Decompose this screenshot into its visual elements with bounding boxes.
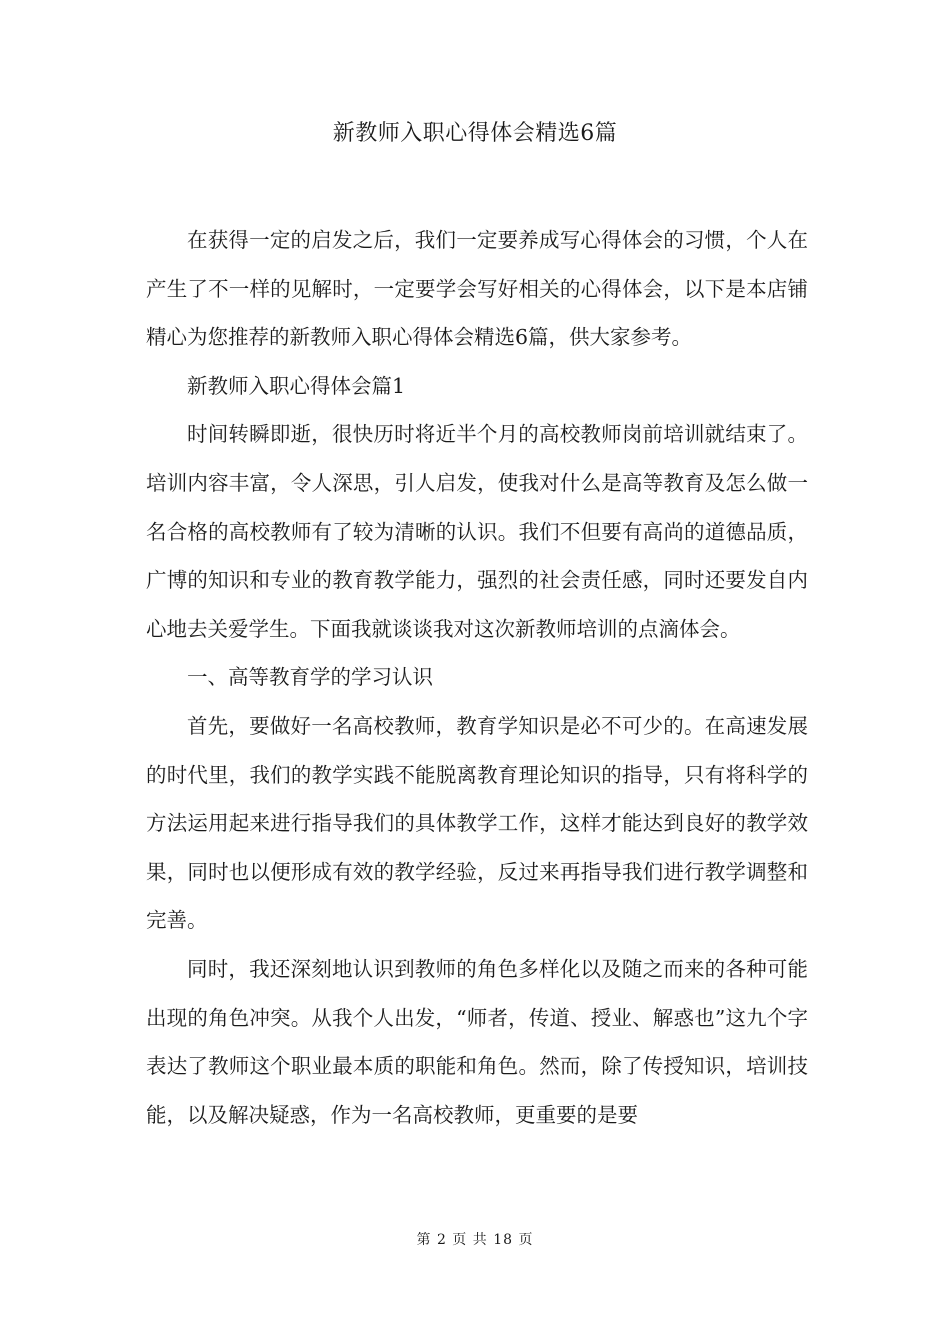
body-paragraph: 首先，要做好一名高校教师，教育学知识是必不可少的。在高速发展的时代里，我们的教学实践不能脱离教育理论知识的指导，只有将科学的方法运用起来进行指导我们的具体教学工作，这样才能达到良好的教学效果，同时也以便形成有效的教学经验，反过来再指导我们进行教学调整和完善。 <box>146 713 808 933</box>
body-paragraph: 时间转瞬即逝，很快历时将近半个月的高校教师岗前培训就结束了。培训内容丰富，令人深思，引人启发，使我对什么是高等教育及怎么做一名合格的高校教师有了较为清晰的认识。我们不但要有高尚的道德品质，广博的知识和专业的教育教学能力，强烈的社会责任感，同时还要发自内心地去关爱学生。下面我就谈谈我对这次新教师培训的点滴体会。 <box>146 422 808 641</box>
document-title: 新教师入职心得体会精选6篇 <box>332 121 618 146</box>
page-number-footer: 第 2 页 共 18 页 <box>416 1232 534 1248</box>
subsection-heading: 一、高等教育学的学习认识 <box>187 665 433 690</box>
document-body <box>146 216 808 1139</box>
section-heading: 新教师入职心得体会篇1 <box>187 373 406 398</box>
intro-paragraph: 在获得一定的启发之后，我们一定要养成写心得体会的习惯，个人在产生了不一样的见解时，一定要学会写好相关的心得体会，以下是本店铺精心为您推荐的新教师入职心得体会精选6篇，供大家参考。 <box>146 228 808 350</box>
body-paragraph: 同时，我还深刻地认识到教师的角色多样化以及随之而来的各种可能出现的角色冲突。从我个人出发，“师者，传道、授业、解惑也”这九个字表达了教师这个职业最本质的职能和角色。然而，除了传授知识，培训技能，以及解决疑惑，作为一名高校教师，更重要的是要 <box>146 956 808 1127</box>
